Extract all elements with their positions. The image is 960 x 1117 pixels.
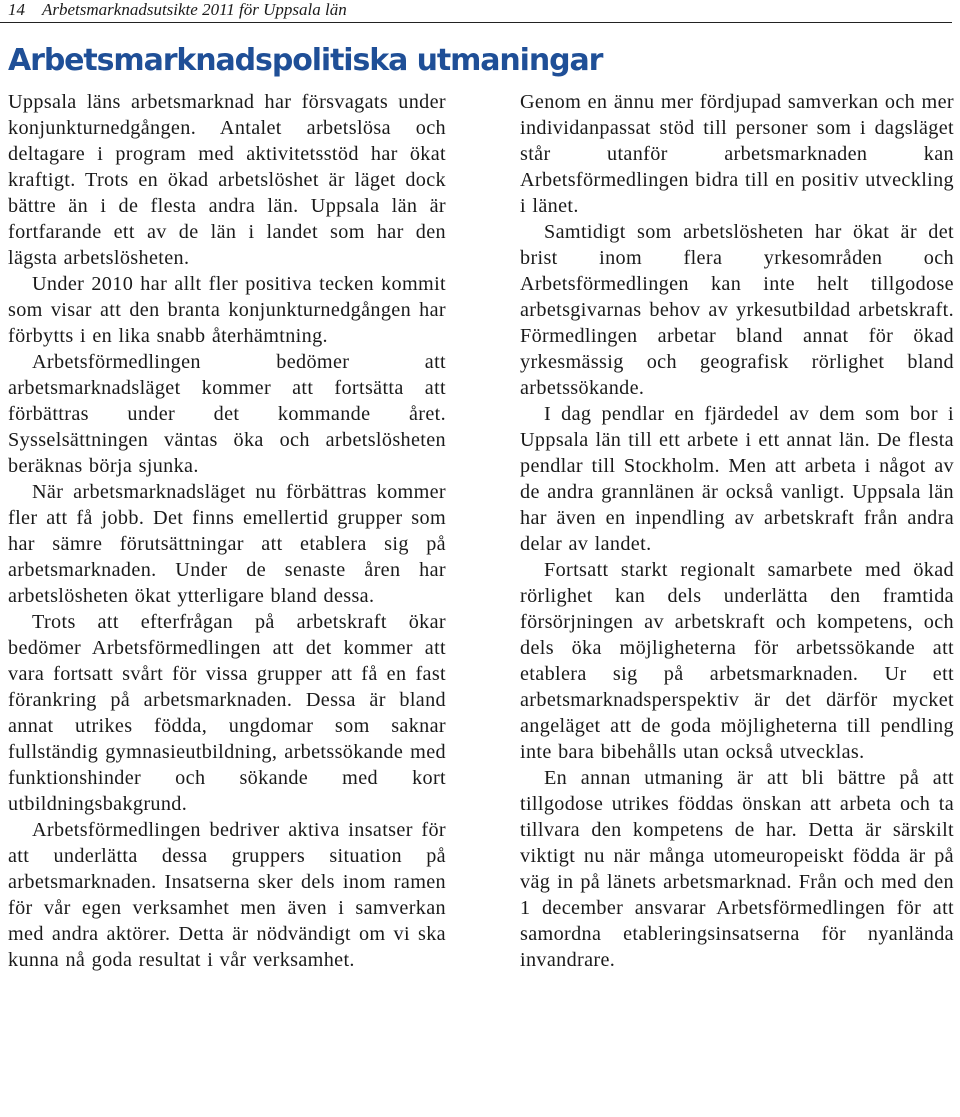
paragraph: Samtidigt som arbetslösheten har ökat är det brist inom flera yrkesområden och Arbetsförmedlingen kan inte helt tillgodose arbetsgivarnas behov av yrkesutbildad arbetskraft. Förmedlingen arbetar bland annat för ökad yrkesmässig och geografisk rörlighet bland arbetssökande. <box>520 221 954 399</box>
paragraph: I dag pendlar en fjärdedel av dem som bor i Uppsala län till ett arbete i ett annat län. De flesta pendlar till Stockholm. Men att arbeta i något av de andra grannlänen är också vanligt. Uppsala län har även en inpendling av arbetskraft från andra delar av landet. <box>520 403 954 555</box>
section-heading: Arbetsmarknadspolitiska utmaningar <box>8 43 603 78</box>
page-number: 14 <box>8 0 25 19</box>
paragraph: Fortsatt starkt regionalt samarbete med ökad rörlighet kan dels underlätta den framtida försörjningen av arbetskraft och kompetens, och dels öka möjligheterna för arbetssökande att etablera sig på arbetsmarknaden. Ur ett arbetsmarknadsperspektiv är det därför mycket angeläget att de goda möjligheterna till pendling inte bara bibehålls utan också utvecklas. <box>520 559 954 763</box>
right-column <box>520 89 954 973</box>
paragraph: Arbetsförmedlingen bedriver aktiva insatser för att underlätta dessa gruppers situation på arbetsmarknaden. Insatserna sker dels inom ramen för vår egen verksamhet men även i samverkan med andra aktörer. Detta är nödvändigt om vi ska kunna nå goda resultat i vår verksamhet. <box>8 819 446 971</box>
header-rule <box>0 22 952 23</box>
paragraph: När arbetsmarknadsläget nu förbättras kommer fler att få jobb. Det finns emellertid grupper som har sämre förutsättningar att etablera sig på arbetsmarknaden. Under de senaste åren har arbetslösheten ökat ytterligare bland dessa. <box>8 481 446 607</box>
paragraph: Genom en ännu mer fördjupad samverkan och mer individanpassat stöd till personer som i dagsläget står utanför arbetsmarknaden kan Arbetsförmedlingen bidra till en positiv utveckling i länet. <box>520 91 954 217</box>
page-header <box>0 0 960 26</box>
paragraph: Uppsala läns arbetsmarknad har försvagats under konjunkturnedgången. Antalet arbetslösa och deltagare i program med aktivitetsstöd har ökat kraftigt. Trots en ökad arbetslöshet är läget dock bättre än i de flesta andra län. Uppsala län är fortfarande ett av de län i landet som har den lägsta arbetslösheten. <box>8 91 446 269</box>
running-title: Arbetsmarknadsutsikte 2011 för Uppsala län <box>42 0 347 19</box>
paragraph: Trots att efterfrågan på arbetskraft ökar bedömer Arbetsförmedlingen att det kommer att vara fortsatt svårt för vissa grupper att få en fast förankring på arbetsmarknaden. Dessa är bland annat utrikes födda, ungdomar som saknar fullständig gymnasieutbildning, arbetssökande med funktionshinder och sökande med kort utbildningsbakgrund. <box>8 611 446 815</box>
paragraph: Under 2010 har allt fler positiva tecken kommit som visar att den branta konjunkturnedgången har förbytts i en lika snabb återhämtning. <box>8 273 446 347</box>
paragraph: Arbetsförmedlingen bedömer att arbetsmarknadsläget kommer att fortsätta att förbättras under det kommande året. Sysselsättningen väntas öka och arbetslösheten beräknas börja sjunka. <box>8 351 446 477</box>
left-column <box>8 89 446 973</box>
paragraph: En annan utmaning är att bli bättre på att tillgodose utrikes föddas önskan att arbeta och ta tillvara den kompetens de har. Detta är särskilt viktigt nu när många utomeuropeiskt födda är på väg in på länets arbetsmarknad. Från och med den 1 december ansvarar Arbetsförmedlingen för att samordna etableringsinsatserna för nyanlända invandrare. <box>520 767 954 971</box>
